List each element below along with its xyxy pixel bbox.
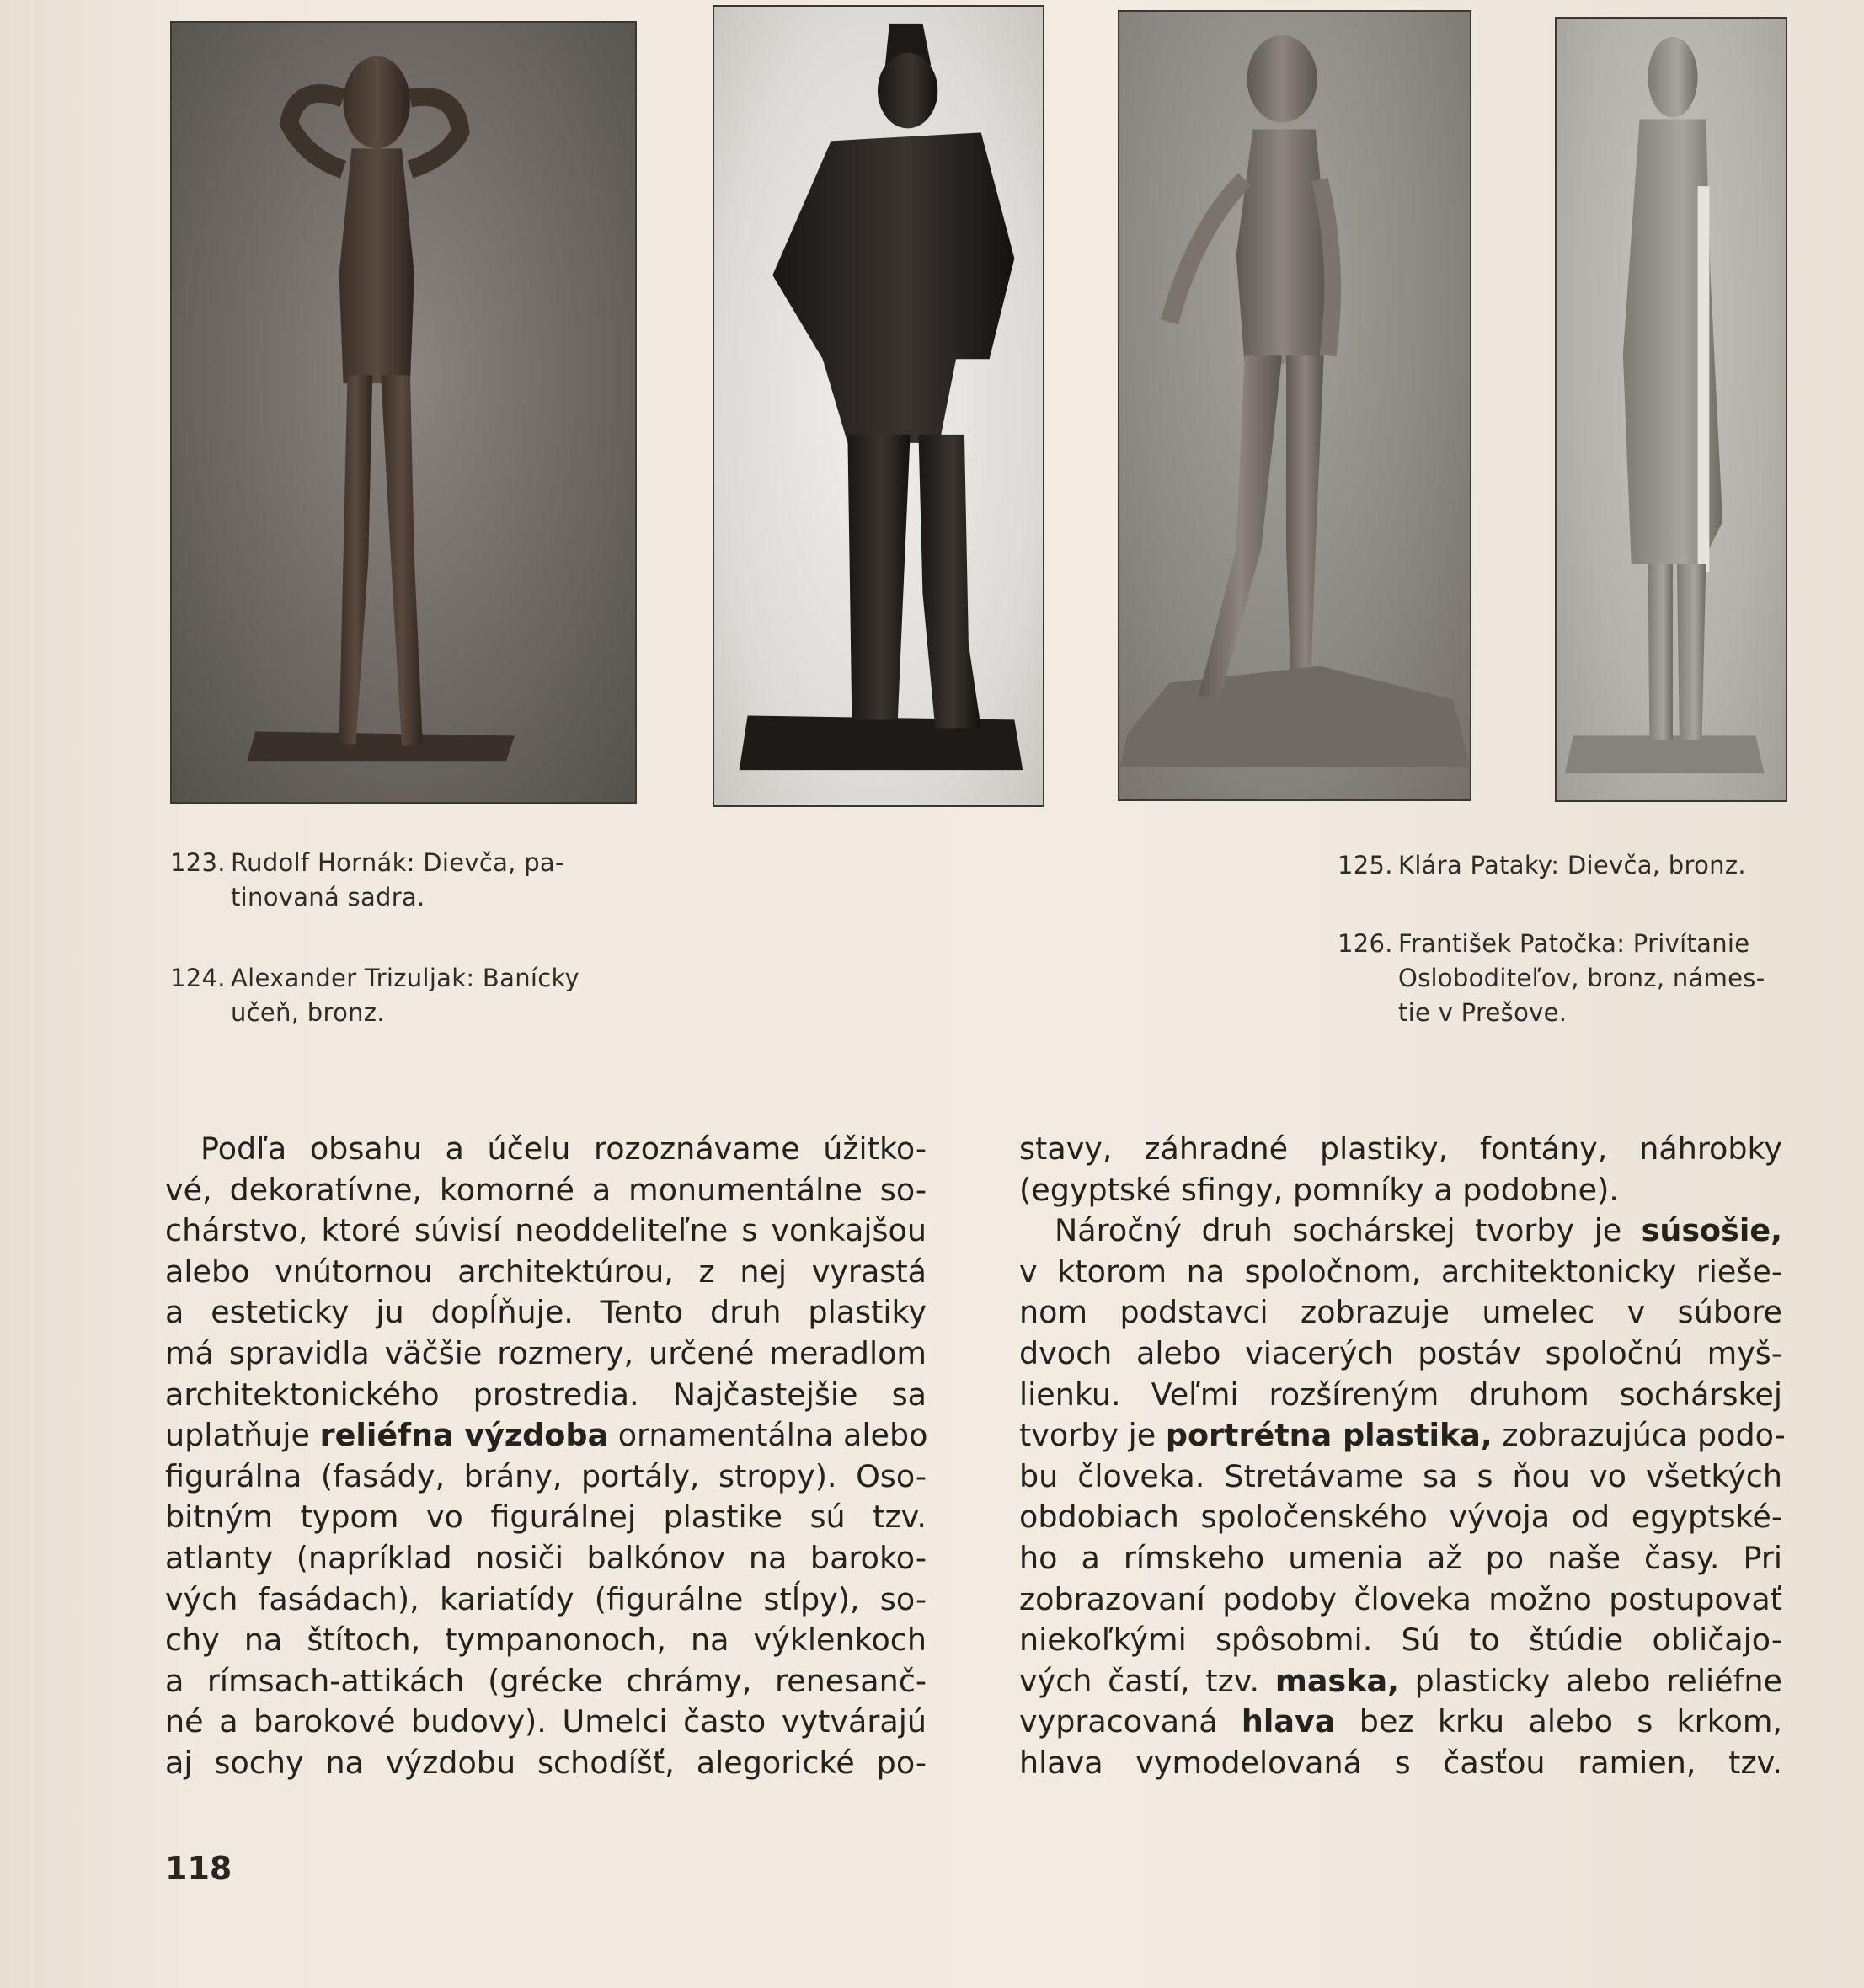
body-text-right-column <box>1019 1129 1786 1784</box>
caption-124 <box>170 961 579 1030</box>
text-line: a esteticky ju dopĺňuje. Tento druh plastiky <box>165 1294 927 1331</box>
text-line <box>1019 1415 1786 1456</box>
text-line: ho a rímskeho umenia až po naše časy. Pri <box>1019 1539 1782 1576</box>
text-line: alebo vnútornou architektúrou, z nej vyrastá <box>165 1253 927 1290</box>
text-line: chy na štítoch, tympanonoch, na výklenkoch <box>165 1622 927 1659</box>
text-line: obdobiach spoločenského vývoja od egyptské- <box>1019 1499 1782 1536</box>
text-run: Náročný druh sochárskej tvorby je <box>1055 1212 1642 1249</box>
text-line: bu človeka. Stretávame sa s ňou vo všetkých <box>1019 1457 1782 1494</box>
caption-number: 124. <box>170 964 226 992</box>
text-line: niekoľkými spôsobmi. Sú to štúdie obličajo- <box>1019 1622 1782 1659</box>
text-line: atlanty (napríklad nosiči balkónov na baroko- <box>165 1539 927 1576</box>
text-line <box>1019 1210 1782 1252</box>
caption-123 <box>170 846 564 915</box>
caption-text: Klára Pataky: Dievča, bronz. <box>1398 851 1746 879</box>
caption-text: Alexander Trizuljak: Banícky <box>231 964 580 992</box>
text-line <box>1019 1702 1782 1743</box>
text-line: vé, dekoratívne, komorné a monumentálne so- <box>165 1171 927 1208</box>
text-line: chárstvo, ktoré súvisí neoddeliteľne s vonkajšou <box>165 1212 927 1249</box>
text-line: né a barokové budovy). Umelci často vytvárajú <box>165 1703 927 1740</box>
photo-figure-126-welcome-liberators-sculpture <box>1555 17 1787 802</box>
text-line: Podľa obsahu a účelu rozoznávame úžitko- <box>200 1130 927 1167</box>
text-line <box>1019 1661 1782 1702</box>
caption-text: tinovaná sadra. <box>231 883 425 911</box>
caption-number: 123. <box>170 848 226 877</box>
bold-term: maska, <box>1274 1662 1399 1699</box>
text-run: plasticky alebo reliéfne <box>1398 1662 1782 1699</box>
photo-figure-125-girl-bronze-sculpture <box>1118 10 1471 801</box>
caption-text: Osloboditeľov, bronz, námes- <box>1398 964 1765 992</box>
text-line: architektonického prostredia. Najčastejšie sa <box>165 1376 927 1413</box>
text-line: má spravidla väčšie rozmery, určené meradlom <box>165 1334 927 1371</box>
text-run: bez krku alebo s krkom, <box>1335 1703 1782 1740</box>
bold-term: súsošie, <box>1641 1212 1782 1249</box>
bold-term: hlava <box>1241 1703 1336 1740</box>
text-line: figurálna (fasády, brány, portály, stropy). Oso- <box>165 1457 927 1494</box>
text-line: lienku. Veľmi rozšíreným druhom sochárskej <box>1019 1376 1782 1413</box>
body-text-left-column <box>165 1129 927 1784</box>
page-number: 118 <box>165 1850 232 1887</box>
text-line: bitným typom vo figurálnej plastike sú tzv. <box>165 1499 927 1536</box>
text-line: v ktorom na spoločnom, architektonicky rieše- <box>1019 1253 1782 1290</box>
caption-text: učeň, bronz. <box>231 998 385 1027</box>
text-run: tvorby je <box>1019 1417 1166 1454</box>
text-line: stavy, záhradné plastiky, fontány, náhrobky <box>1019 1130 1782 1167</box>
caption-126 <box>1338 927 1765 1030</box>
photo-figure-124-miner-apprentice-sculpture <box>713 5 1044 807</box>
caption-text: František Patočka: Privítanie <box>1398 929 1750 958</box>
text-line: (egyptské sfingy, pomníky a podobne). <box>1019 1171 1619 1208</box>
text-line: a rímsach-attikách (grécke chrámy, renesanč- <box>165 1662 927 1699</box>
bold-term: reliéfna výzdoba <box>319 1417 609 1454</box>
caption-number: 125. <box>1338 851 1393 879</box>
photo-figure-123-standing-girl-sculpture <box>170 21 637 804</box>
text-line: vých fasádach), kariatídy (figurálne stĺpy), so- <box>165 1580 927 1617</box>
caption-text: tie v Prešove. <box>1398 998 1568 1027</box>
text-line: dvoch alebo viacerých postáv spoločnú myš- <box>1019 1334 1782 1371</box>
caption-number: 126. <box>1338 929 1393 958</box>
text-line: nom podstavci zobrazuje umelec v súbore <box>1019 1294 1782 1331</box>
text-run: zobrazujúca podo- <box>1492 1417 1786 1454</box>
caption-125 <box>1338 848 1746 883</box>
text-run: uplatňuje <box>165 1417 320 1454</box>
text-run: vých častí, tzv. <box>1019 1662 1275 1699</box>
text-run: vypracovaná <box>1019 1703 1242 1740</box>
bold-term: portrétna plastika, <box>1165 1417 1493 1454</box>
caption-text: Rudolf Hornák: Dievča, pa- <box>231 848 564 877</box>
text-line: aj sochy na výzdobu schodíšť, alegorické po- <box>165 1744 927 1781</box>
text-run: ornamentálna alebo <box>608 1417 928 1454</box>
text-line: zobrazovaní podoby človeka možno postupovať <box>1019 1580 1782 1617</box>
text-line <box>165 1415 927 1456</box>
text-line: hlava vymodelovaná s časťou ramien, tzv. <box>1019 1744 1782 1781</box>
